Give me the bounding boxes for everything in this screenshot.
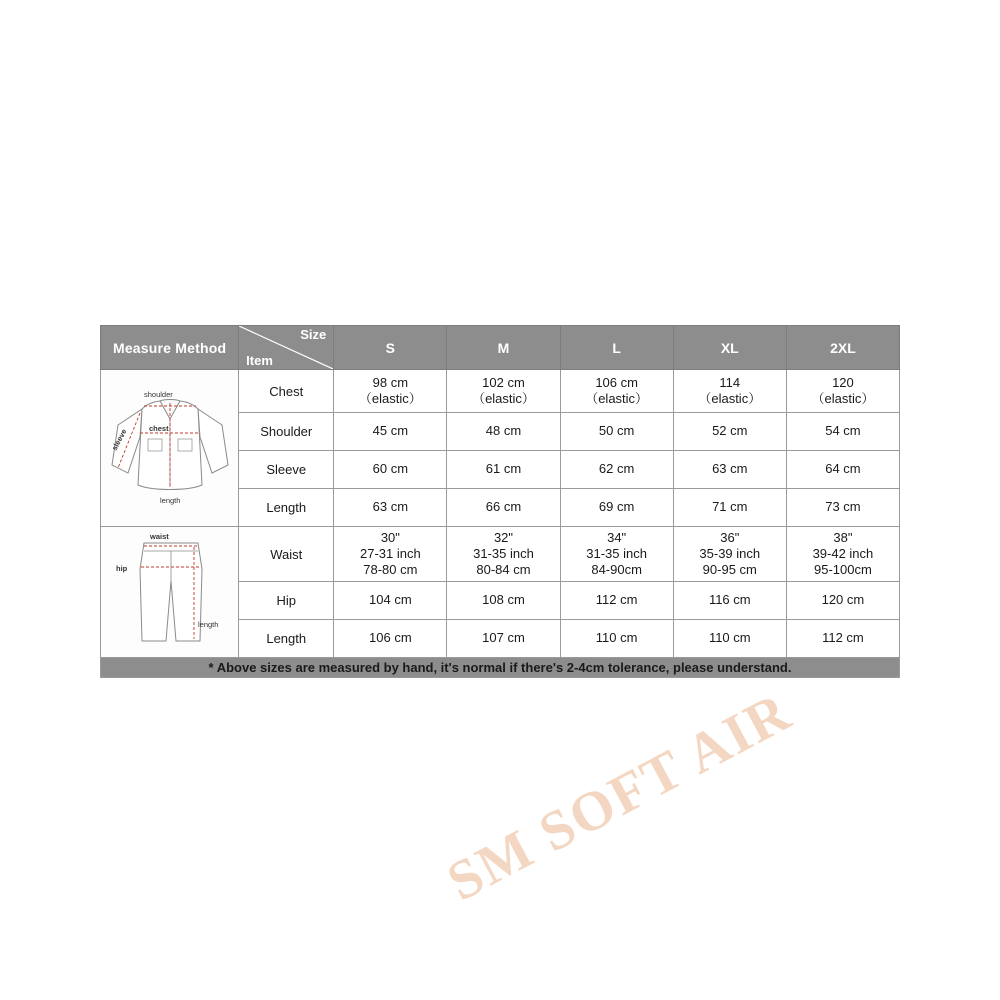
cell-sleeve-m: 61 cm <box>447 451 560 489</box>
header-measure-method: Measure Method <box>101 326 239 370</box>
cell-value-sub: 35-39 inch <box>699 545 761 561</box>
cell-value-main: 106 cm <box>595 374 638 390</box>
row-label-shoulder: Shoulder <box>239 413 334 451</box>
cell-value-main: 98 cm <box>372 374 409 390</box>
cell-value-main: 32" <box>493 529 514 545</box>
size-chart-table <box>100 325 900 678</box>
cell-waist-s <box>334 527 447 582</box>
cell-value-sub: （elastic） <box>472 391 535 406</box>
table-row <box>101 527 900 582</box>
row-label-jacket-length: Length <box>239 489 334 527</box>
cell-shoulder-m: 48 cm <box>447 413 560 451</box>
cell-chest-xl <box>673 370 786 413</box>
pants-illustration-cell <box>101 527 239 658</box>
table-header-row <box>101 326 900 370</box>
row-label-chest: Chest <box>239 370 334 413</box>
cell-value-sub: （elastic） <box>358 391 422 406</box>
cell-jacket-length-xl: 71 cm <box>673 489 786 527</box>
cell-jacket-length-s: 63 cm <box>334 489 447 527</box>
header-size-l: L <box>560 326 673 370</box>
cell-value-sub: 31-35 inch <box>473 545 534 561</box>
cell-value-sub2: 78-80 cm <box>363 562 418 578</box>
cell-hip-s: 104 cm <box>334 582 447 620</box>
cell-pants-length-m: 107 cm <box>447 620 560 658</box>
table-row <box>101 370 900 413</box>
cell-value-sub: 31-35 inch <box>586 545 647 561</box>
cell-jacket-length-m: 66 cm <box>447 489 560 527</box>
pants-diagram-icon <box>102 529 238 655</box>
header-size-s: S <box>334 326 447 370</box>
cell-waist-m <box>447 527 560 582</box>
watermark-text: SM SOFT AIR <box>437 680 802 914</box>
cell-value-main: 34" <box>607 529 627 545</box>
cell-value-sub: 39-42 inch <box>812 545 874 561</box>
row-label-waist: Waist <box>239 527 334 582</box>
cell-sleeve-2xl: 64 cm <box>786 451 899 489</box>
cell-value-main: 38" <box>833 529 853 545</box>
cell-chest-s <box>334 370 447 413</box>
cell-value-main: 36" <box>720 529 740 545</box>
cell-value-main: 114 <box>719 374 741 390</box>
cell-value-sub: （elastic） <box>811 391 875 406</box>
row-label-pants-length: Length <box>239 620 334 658</box>
cell-shoulder-s: 45 cm <box>334 413 447 451</box>
cell-waist-2xl <box>786 527 899 582</box>
cell-chest-l <box>560 370 673 413</box>
diagonal-header-cell <box>239 326 333 369</box>
jacket-diagram-icon <box>102 373 238 523</box>
cell-chest-m <box>447 370 560 413</box>
cell-hip-l: 112 cm <box>560 582 673 620</box>
jacket-illustration-cell <box>101 370 239 527</box>
cell-value-sub2: 90-95 cm <box>702 562 757 578</box>
cell-jacket-length-2xl: 73 cm <box>786 489 899 527</box>
cell-value-sub: 27-31 inch <box>359 545 421 561</box>
label-waist: waist <box>149 532 169 541</box>
header-size-2xl: 2XL <box>786 326 899 370</box>
cell-value-main: 120 <box>832 374 854 390</box>
cell-pants-length-2xl: 112 cm <box>786 620 899 658</box>
cell-value-sub2: 80-84 cm <box>476 562 531 578</box>
label-chest: chest <box>148 424 169 433</box>
size-chart-container <box>100 325 900 914</box>
cell-waist-xl <box>673 527 786 582</box>
cell-value-sub: （elastic） <box>698 391 762 406</box>
cell-pants-length-s: 106 cm <box>334 620 447 658</box>
cell-hip-xl: 116 cm <box>673 582 786 620</box>
label-sleeve: sleeve <box>109 427 129 452</box>
cell-sleeve-l: 62 cm <box>560 451 673 489</box>
tolerance-note: * Above sizes are measured by hand, it's normal if there's 2-4cm tolerance, please understand. <box>101 658 900 678</box>
cell-value-sub2: 84-90cm <box>591 562 642 578</box>
header-size-label: Size <box>300 327 327 342</box>
label-shoulder: shoulder <box>143 390 173 399</box>
header-size-item <box>239 326 334 370</box>
cell-value-sub2: 95-100cm <box>814 562 872 578</box>
cell-waist-l <box>560 527 673 582</box>
cell-chest-2xl <box>786 370 899 413</box>
label-pants-length: length <box>197 620 219 629</box>
label-hip: hip <box>115 564 127 573</box>
cell-shoulder-xl: 52 cm <box>673 413 786 451</box>
table-note-row <box>101 658 900 678</box>
row-label-hip: Hip <box>239 582 334 620</box>
cell-sleeve-xl: 63 cm <box>673 451 786 489</box>
cell-shoulder-l: 50 cm <box>560 413 673 451</box>
cell-jacket-length-l: 69 cm <box>560 489 673 527</box>
header-size-xl: XL <box>673 326 786 370</box>
cell-hip-2xl: 120 cm <box>786 582 899 620</box>
cell-hip-m: 108 cm <box>447 582 560 620</box>
cell-pants-length-xl: 110 cm <box>673 620 786 658</box>
cell-value-sub: （elastic） <box>585 391 649 406</box>
cell-value-main: 30" <box>380 529 400 545</box>
cell-value-main: 102 cm <box>482 374 525 390</box>
cell-pants-length-l: 110 cm <box>560 620 673 658</box>
label-length: length <box>159 496 181 505</box>
header-item-label: Item <box>246 353 273 368</box>
cell-sleeve-s: 60 cm <box>334 451 447 489</box>
cell-shoulder-2xl: 54 cm <box>786 413 899 451</box>
row-label-sleeve: Sleeve <box>239 451 334 489</box>
header-size-m: M <box>447 326 560 370</box>
